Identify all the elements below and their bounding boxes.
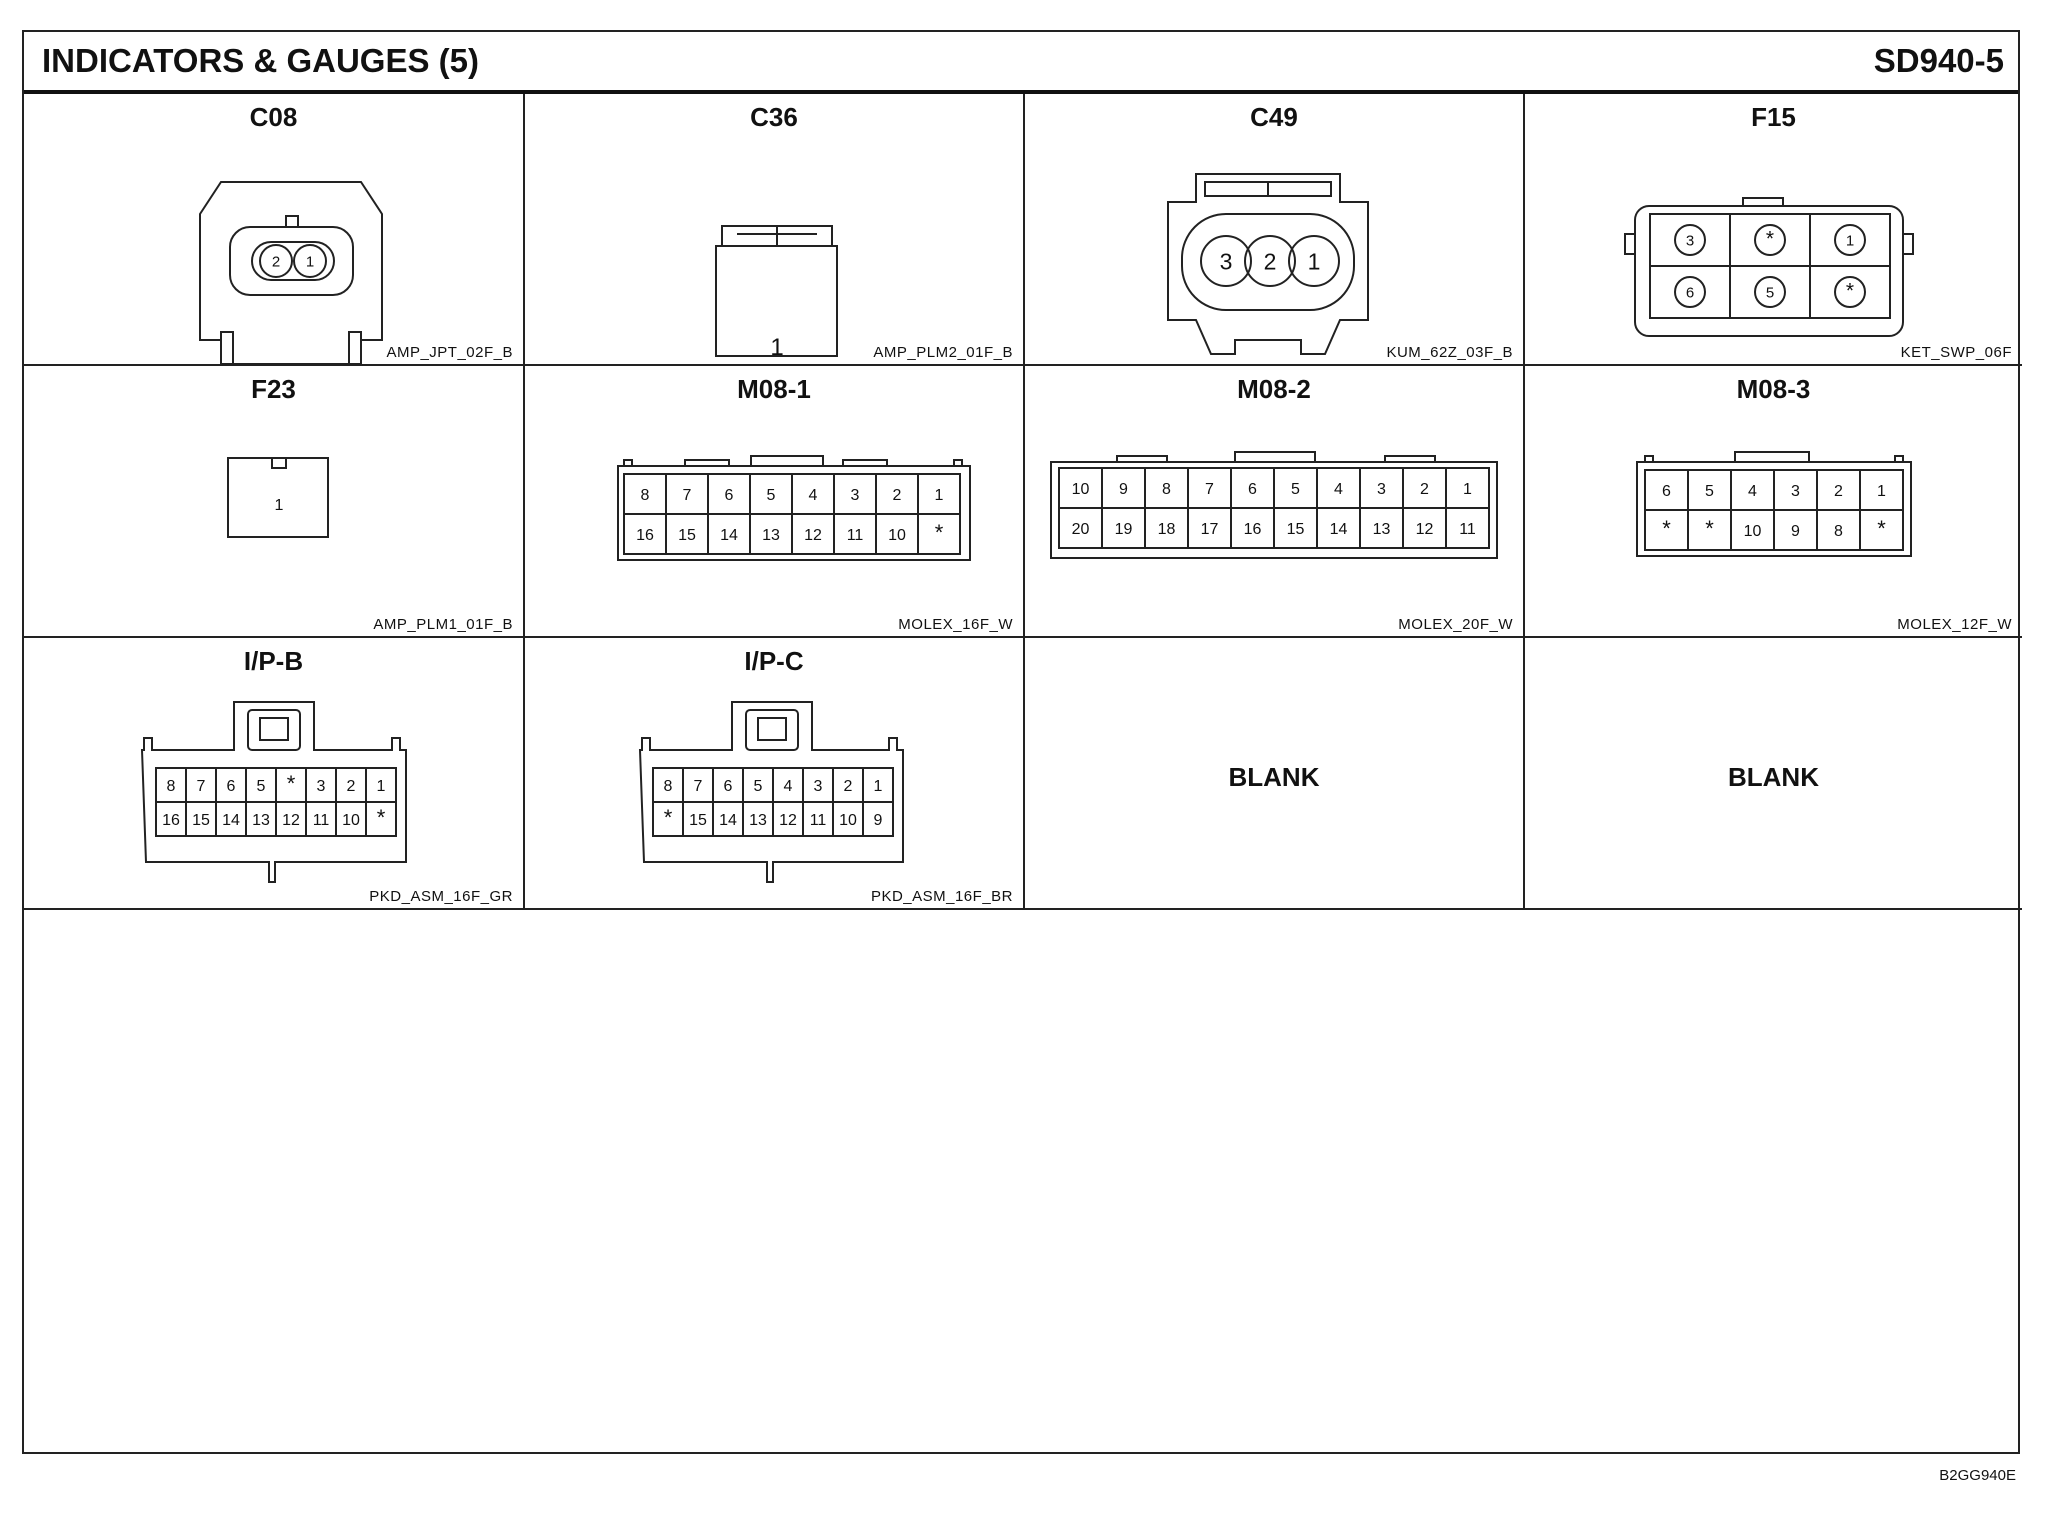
pin-label: 1: [1307, 248, 1321, 275]
blank-cell: [1525, 638, 2022, 910]
connector-m08-1-diagram: [525, 366, 1025, 638]
pin-11: [803, 802, 833, 836]
part-number: MOLEX_12F_W: [1897, 616, 2012, 633]
connector-name: C49: [1250, 102, 1298, 132]
part-number: AMP_PLM1_01F_B: [373, 616, 513, 633]
connector-name: I/P-C: [744, 646, 804, 676]
pin-label: 4: [1748, 482, 1757, 500]
pin-12: [276, 802, 306, 836]
pin-9: [1102, 468, 1145, 508]
pin-5: [750, 474, 792, 514]
pin-label: 8: [663, 777, 673, 795]
pin-label: 6: [1248, 480, 1257, 498]
connector-name: F15: [1751, 102, 1796, 132]
blank-cell: [1025, 638, 1525, 910]
pin-12: [773, 802, 803, 836]
pin-label: 1: [305, 253, 315, 271]
connector-name: F23: [251, 374, 296, 404]
empty-lower-area: [24, 910, 2018, 1454]
connector-cell-ip-c: [525, 638, 1025, 910]
pin-label: 8: [1162, 480, 1171, 498]
pin-17: [1188, 508, 1231, 548]
pin-label: 5: [256, 777, 266, 795]
pin-13: [743, 802, 773, 836]
figure-code: B2GG940E: [1939, 1467, 2016, 1484]
pin-label: 2: [346, 777, 356, 795]
pin-6: [216, 768, 246, 802]
pin-3: [1360, 468, 1403, 508]
pin-label: 9: [1791, 522, 1800, 540]
pin-label: 2: [1263, 248, 1277, 275]
pin-5: [1688, 470, 1731, 510]
pin-2: [876, 474, 918, 514]
pin-unused: [918, 514, 960, 554]
pin-label: 7: [196, 777, 206, 795]
connector-m08-3-diagram: [1525, 366, 2022, 638]
pin-5: [1274, 468, 1317, 508]
pin-label: 3: [850, 486, 860, 504]
pin-label: 10: [342, 811, 360, 829]
pin-3: [306, 768, 336, 802]
pin-label: 12: [804, 526, 822, 544]
pin-unused: [1730, 214, 1810, 266]
pin-label: *: [1845, 279, 1855, 303]
pin-label: 19: [1114, 520, 1133, 538]
pin-label: 1: [873, 777, 883, 795]
pin-9: [863, 802, 893, 836]
pin-1: [294, 245, 326, 277]
connector-f15-diagram: [1525, 94, 2022, 366]
pin-20: [1059, 508, 1102, 548]
part-number: PKD_ASM_16F_BR: [870, 888, 1013, 905]
pin-label: 2: [1420, 480, 1429, 498]
pin-7: [666, 474, 708, 514]
connector-c49-diagram: [1025, 94, 1525, 366]
connector-name: I/P-B: [243, 646, 304, 676]
connector-cell-ip-b: [24, 638, 525, 910]
pin-label: 14: [720, 526, 738, 544]
pin-label: 6: [723, 777, 733, 795]
pin-10: [1731, 510, 1774, 550]
connector-c08-diagram: [24, 94, 525, 366]
part-number: KET_SWP_06F: [1900, 344, 2012, 361]
connector-name: C36: [750, 102, 798, 132]
connector-name: M08-3: [1736, 374, 1811, 404]
pin-label: 2: [892, 486, 902, 504]
pin-label: 15: [678, 526, 696, 544]
pin-label: 14: [222, 811, 240, 829]
pin-label: 8: [1834, 522, 1843, 540]
pin-2: [260, 245, 292, 277]
pin-label: 3: [813, 777, 823, 795]
pin-label: 5: [1765, 284, 1775, 302]
pin-label: *: [376, 804, 386, 830]
pin-label: *: [1765, 227, 1775, 251]
pin-10: [1059, 468, 1102, 508]
pin-8: [1145, 468, 1188, 508]
pin-6: [1231, 468, 1274, 508]
pin-1: 1: [274, 497, 284, 514]
pin-label: 7: [682, 486, 692, 504]
pin-label: 1: [1463, 480, 1472, 498]
pin-8: [156, 768, 186, 802]
pin-label: 17: [1200, 520, 1219, 538]
pin-label: 20: [1071, 520, 1090, 538]
connector-sheet-frame: [22, 30, 2020, 1454]
pin-unused: [653, 802, 683, 836]
pin-14: [708, 514, 750, 554]
pin-11: [834, 514, 876, 554]
pin-label: 3: [1219, 248, 1233, 275]
pin-4: [1317, 468, 1360, 508]
pin-1: [1810, 214, 1890, 266]
pin-3: [1774, 470, 1817, 510]
pin-13: [246, 802, 276, 836]
pin-9: [1774, 510, 1817, 550]
pin-1: [1860, 470, 1903, 510]
pin-unused: [276, 768, 306, 802]
pin-label: 10: [839, 811, 857, 829]
pin-label: 12: [282, 811, 300, 829]
pin-label: 9: [1119, 480, 1128, 498]
pin-8: [1817, 510, 1860, 550]
pin-label: *: [1662, 515, 1671, 541]
pin-5: [246, 768, 276, 802]
connector-name: M08-2: [1237, 374, 1311, 404]
pin-6: [713, 768, 743, 802]
part-number: KUM_62Z_03F_B: [1386, 344, 1513, 361]
pin-1: [918, 474, 960, 514]
pin-label: 7: [1205, 480, 1214, 498]
pin-4: [1731, 470, 1774, 510]
pin-7: [683, 768, 713, 802]
pin-label: 3: [316, 777, 326, 795]
pin-label: 6: [226, 777, 236, 795]
pin-label: 2: [843, 777, 853, 795]
pin-10: [833, 802, 863, 836]
part-number: MOLEX_16F_W: [898, 616, 1013, 633]
pin-5: [743, 768, 773, 802]
sheet-code: SD940-5: [1873, 42, 2004, 79]
pin-label: 11: [809, 811, 827, 829]
pin-label: 13: [762, 526, 780, 544]
pin-14: [216, 802, 246, 836]
blank-label: BLANK: [1228, 762, 1320, 792]
pin-14: [713, 802, 743, 836]
pin-label: 12: [779, 811, 797, 829]
pin-3: [1650, 214, 1730, 266]
pin-6: [1650, 266, 1730, 318]
pin-12: [792, 514, 834, 554]
pin-2: [336, 768, 366, 802]
pin-12: [1403, 508, 1446, 548]
connector-ip-b-diagram: [24, 638, 525, 910]
pin-label: 14: [1329, 520, 1348, 538]
pin-label: 4: [783, 777, 793, 795]
pin-unused: [366, 802, 396, 836]
pin-label: 8: [166, 777, 176, 795]
connector-name: C08: [249, 102, 298, 132]
pin-label: 5: [1705, 482, 1714, 500]
pin-6: [1645, 470, 1688, 510]
pin-label: *: [286, 770, 296, 796]
pin-1: [1446, 468, 1489, 508]
connector-m08-2-diagram: [1025, 366, 1525, 638]
pin-label: 3: [1685, 232, 1695, 250]
pin-2: [1245, 236, 1295, 286]
pin-label: 1: [934, 486, 944, 504]
blank-label: BLANK: [1728, 762, 1819, 792]
pin-label: 6: [724, 486, 734, 504]
pin-label: 8: [640, 486, 650, 504]
pin-label: 18: [1157, 520, 1176, 538]
pin-label: 15: [192, 811, 210, 829]
pin-label: 10: [1743, 522, 1762, 540]
pin-2: [1403, 468, 1446, 508]
pin-10: [336, 802, 366, 836]
pin-label: 5: [753, 777, 763, 795]
connector-cell-c08: [24, 94, 525, 366]
pin-label: 1: [1877, 482, 1886, 500]
pin-unused: [1860, 510, 1903, 550]
pin-15: [666, 514, 708, 554]
pin-label: 11: [1459, 520, 1476, 538]
pin-1: [366, 768, 396, 802]
pin-label: 3: [1791, 482, 1800, 500]
pin-label: 6: [1662, 482, 1671, 500]
connector-cell-m08-2: [1025, 366, 1525, 638]
pin-label: 3: [1377, 480, 1386, 498]
connector-cell-c36: [525, 94, 1025, 366]
pin-label: 5: [1291, 480, 1300, 498]
pin-label: 1: [376, 777, 386, 795]
pin-2: [833, 768, 863, 802]
pin-label: 1: [1845, 232, 1855, 250]
pin-unused: [1688, 510, 1731, 550]
sheet-title: INDICATORS & GAUGES (5): [42, 42, 479, 79]
pin-label: 2: [1834, 482, 1843, 500]
pin-label: 15: [689, 811, 707, 829]
pin-label: *: [934, 519, 944, 545]
pin-label: 13: [252, 811, 270, 829]
pin-label: 10: [1071, 480, 1090, 498]
connector-cell-c49: [1025, 94, 1525, 366]
pin-4: [773, 768, 803, 802]
connector-c36-diagram: [525, 94, 1025, 366]
pin-1: 1: [770, 334, 784, 361]
pin-label: *: [663, 804, 673, 830]
pin-15: [683, 802, 713, 836]
pin-unused: [1810, 266, 1890, 318]
pin-label: 10: [888, 526, 906, 544]
pin-11: [306, 802, 336, 836]
connector-ip-c-diagram: [525, 638, 1025, 910]
pin-label: 4: [808, 486, 818, 504]
pin-18: [1145, 508, 1188, 548]
pin-label: 15: [1286, 520, 1305, 538]
pin-10: [876, 514, 918, 554]
pin-3: [1201, 236, 1251, 286]
connector-cell-f15: [1525, 94, 2022, 366]
pin-label: 6: [1685, 284, 1695, 302]
pin-1: [863, 768, 893, 802]
pin-13: [750, 514, 792, 554]
pin-label: 13: [1372, 520, 1391, 538]
pin-label: 11: [846, 526, 864, 544]
pin-4: [792, 474, 834, 514]
pin-label: 16: [162, 811, 180, 829]
pin-label: 2: [271, 253, 281, 271]
pin-16: [156, 802, 186, 836]
pin-label: 7: [693, 777, 703, 795]
pin-3: [834, 474, 876, 514]
pin-16: [624, 514, 666, 554]
pin-label: 16: [636, 526, 654, 544]
pin-label: 4: [1334, 480, 1343, 498]
pin-15: [1274, 508, 1317, 548]
pin-5: [1730, 266, 1810, 318]
pin-6: [708, 474, 750, 514]
pin-label: 9: [873, 811, 883, 829]
part-number: MOLEX_20F_W: [1398, 616, 1513, 633]
connector-name: M08-1: [737, 374, 811, 404]
pin-7: [1188, 468, 1231, 508]
connector-cell-m08-3: [1525, 366, 2022, 638]
pin-label: 13: [749, 811, 767, 829]
pin-label: 16: [1243, 520, 1262, 538]
pin-1: [1289, 236, 1339, 286]
pin-14: [1317, 508, 1360, 548]
sheet-header: [24, 32, 2018, 94]
pin-13: [1360, 508, 1403, 548]
pin-label: *: [1705, 515, 1714, 541]
pin-8: [624, 474, 666, 514]
pin-15: [186, 802, 216, 836]
pin-label: 14: [719, 811, 737, 829]
pin-unused: [1645, 510, 1688, 550]
part-number: PKD_ASM_16F_GR: [369, 888, 513, 905]
pin-8: [653, 768, 683, 802]
pin-11: [1446, 508, 1489, 548]
pin-16: [1231, 508, 1274, 548]
connector-cell-m08-1: [525, 366, 1025, 638]
part-number: AMP_PLM2_01F_B: [873, 344, 1013, 361]
part-number: AMP_JPT_02F_B: [386, 344, 513, 361]
connector-cell-f23: [24, 366, 525, 638]
pin-label: 5: [766, 486, 776, 504]
pin-2: [1817, 470, 1860, 510]
pin-19: [1102, 508, 1145, 548]
pin-3: [803, 768, 833, 802]
pin-7: [186, 768, 216, 802]
pin-label: *: [1877, 515, 1886, 541]
pin-label: 11: [312, 811, 330, 829]
pin-label: 12: [1415, 520, 1434, 538]
